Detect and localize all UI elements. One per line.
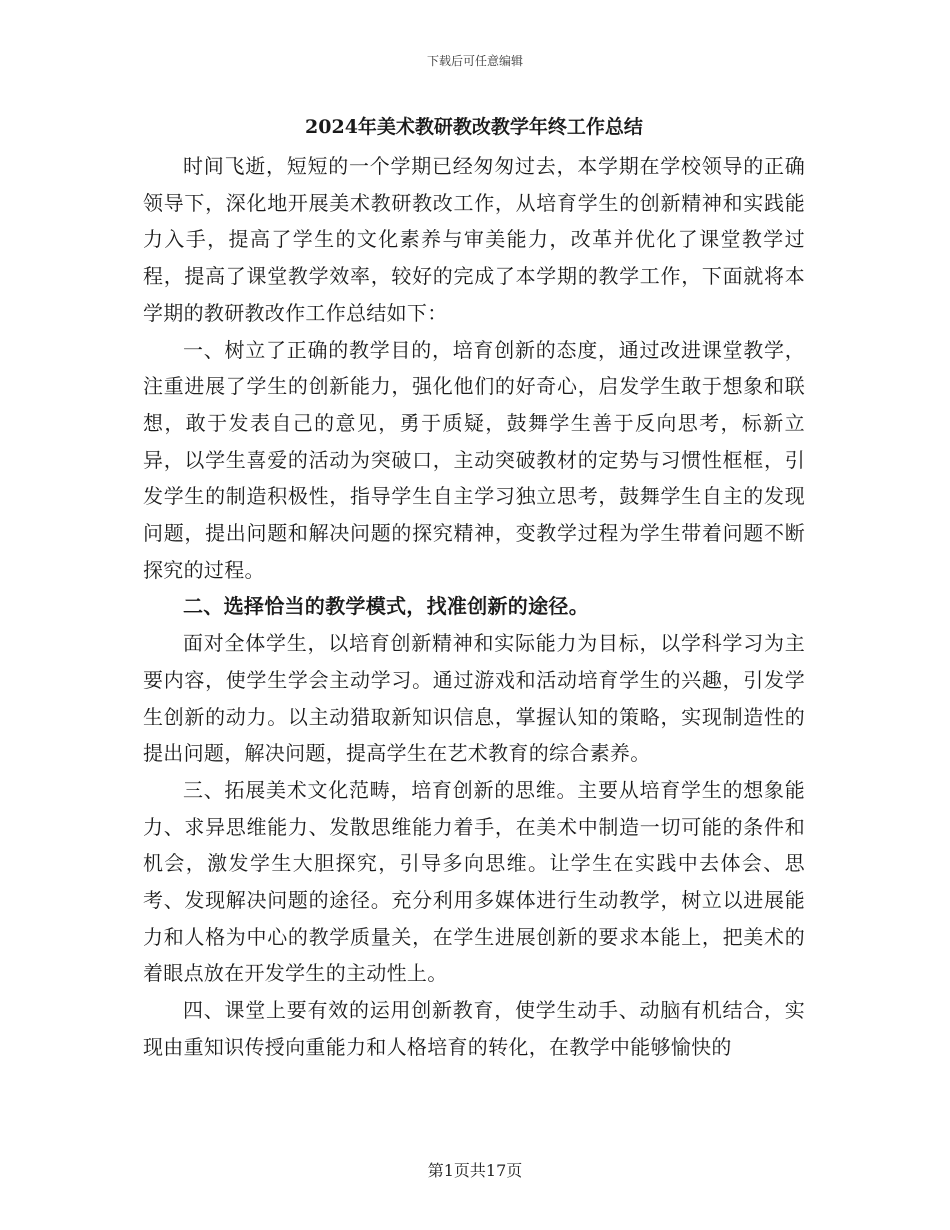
section-two-paragraph: 面对全体学生，以培育创新精神和实际能力为目标，以学科学习为主要内容，使学生学会主动学习。通过游戏和活动培育学生的兴趣，引发学生创新的动力。以主动猎取新知识信息，掌握认知的策略，实现制造性的提出问题，解决问题，提高学生在艺术教育的综合素养。 xyxy=(143,631,805,766)
document-title: 2024年美术教研教改教学年终工作总结 xyxy=(305,116,643,138)
section-four-paragraph: 四、课堂上要有效的运用创新教育，使学生动手、动脑有机结合，实现由重知识传授向重能力和人格培育的转化，在教学中能够愉快的 xyxy=(143,998,805,1059)
document-body xyxy=(143,114,805,1066)
section-two-heading: 二、选择恰当的教学模式，找准创新的途径。 xyxy=(183,594,589,619)
intro-paragraph: 时间飞逝，短短的一个学期已经匆匆过去，本学期在学校领导的正确领导下，深化地开展美术教研教改工作，从培育学生的创新精神和实践能力入手，提高了学生的文化素养与审美能力，改革并优化了课堂教学过程，提高了课堂教学效率，较好的完成了本学期的教学工作，下面就将本学期的教研教改作工作总结如下： xyxy=(143,154,805,325)
section-one-paragraph: 一、树立了正确的教学目的，培育创新的态度，通过改进课堂教学，注重进展了学生的创新能力，强化他们的好奇心，启发学生敢于想象和联想，敢于发表自己的意见，勇于质疑，鼓舞学生善于反向思考，标新立异，以学生喜爱的活动为突破口，主动突破教材的定势与习惯性框框，引发学生的制造积极性，指导学生自主学习独立思考，鼓舞学生自主的发现问题，提出问题和解决问题的探究精神，变教学过程为学生带着问题不断探究的过程。 xyxy=(143,337,805,582)
page-header-note: 下载后可任意编辑 xyxy=(426,54,523,68)
page-number: 第1页共17页 xyxy=(427,1161,523,1180)
section-three-paragraph: 三、拓展美术文化范畴，培育创新的思维。主要从培育学生的想象能力、求异思维能力、发散思维能力着手，在美术中制造一切可能的条件和机会，激发学生大胆探究，引导多向思维。让学生在实践中去体会、思考、发现解决问题的途径。充分利用多媒体进行生动教学，树立以进展能力和人格为中心的教学质量关，在学生进展创新的要求本能上，把美术的着眼点放在开发学生的主动性上。 xyxy=(143,777,805,986)
